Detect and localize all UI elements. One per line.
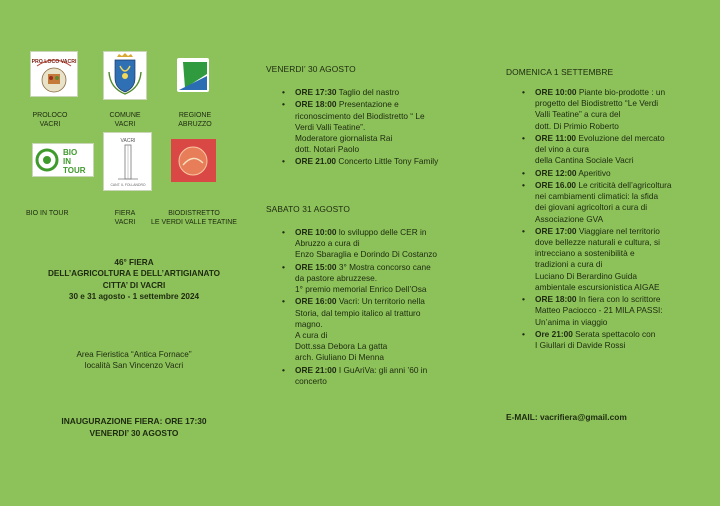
event-text-line: 1° premio memorial Enrico Dell’Osa bbox=[295, 284, 427, 295]
event-text-line: riconoscimento del Biodistretto “ Le bbox=[295, 110, 425, 121]
friday-event-3 bbox=[281, 156, 466, 167]
event-text-line: ambientale escursionistica AIGAE bbox=[535, 281, 660, 292]
biodistretto-logo bbox=[171, 139, 216, 182]
fiera-vacri-logo bbox=[103, 132, 152, 191]
event-time: ORE 10:00 bbox=[295, 227, 337, 237]
event-text-line: magno. bbox=[295, 318, 323, 329]
sunday-event-1 bbox=[521, 87, 711, 132]
event-text-line: Moderatore giornalista Rai bbox=[295, 132, 393, 143]
event-time: ORE 17:00 bbox=[535, 225, 577, 236]
fiera-caption: FIERA VACRI bbox=[114, 210, 136, 226]
event-text-line: Viaggiare nel territorio bbox=[578, 225, 660, 236]
fair-title-line-3: CITTA’ DI VACRI bbox=[102, 280, 166, 290]
event-text-line: progetto del Biodistretto “Le Verdi bbox=[535, 98, 659, 109]
event-text-line: Matteo Paciocco - 21 MILA PASSI: bbox=[535, 305, 663, 316]
saturday-event-3 bbox=[281, 296, 466, 363]
event-text-line: Aperitivo bbox=[578, 167, 611, 178]
event-text-line: concerto bbox=[295, 375, 327, 386]
event-text-line: dott. Di Primio Roberto bbox=[535, 120, 619, 131]
event-time: Ore 21:00 bbox=[535, 328, 573, 339]
event-text-line: Abruzzo a cura di bbox=[295, 238, 360, 249]
saturday-heading: SABATO 31 AGOSTO bbox=[266, 204, 350, 214]
event-text-line: Storia, dal tempio italico al tratturo bbox=[295, 307, 421, 318]
event-text-line: Verdi Valli Teatine”. bbox=[295, 121, 366, 132]
fiera-logo-text-2: CANT. IL FOLLANDRO bbox=[110, 183, 146, 187]
fair-title bbox=[40, 257, 228, 303]
event-text-line: Piante bio-prodotte : un bbox=[578, 87, 666, 97]
event-text-line: Le criticità dell’agricoltura bbox=[578, 179, 672, 190]
event-time: ORE 12:00 bbox=[535, 167, 577, 178]
fiera-logo-text-1: VACRI bbox=[120, 138, 136, 144]
event-text-line: arch. Giuliano Di Menna bbox=[295, 352, 385, 363]
fair-title-line-2: DELL’AGRICOLTURA E DELL’ARTIGIANATO bbox=[47, 269, 221, 279]
proloco-logo bbox=[30, 51, 78, 97]
event-text-line: tradizioni a cura di bbox=[535, 259, 603, 270]
event-time: ORE 18:00 bbox=[535, 294, 577, 305]
sunday-events bbox=[521, 87, 711, 352]
bio-in-tour-text-3: TOUR bbox=[63, 166, 86, 175]
event-text-line: dove bellezze naturali e cultura, si bbox=[535, 237, 660, 248]
bio-in-tour-caption: BIO IN TOUR bbox=[26, 210, 69, 217]
event-time: ORE 16:00 bbox=[295, 296, 337, 307]
event-time: ORE 15:00 bbox=[295, 261, 337, 272]
sunday-heading: DOMENICA 1 SETTEMBRE bbox=[506, 67, 614, 77]
event-text-line: Taglio del nastro bbox=[338, 87, 400, 97]
event-time: ORE 17:30 bbox=[295, 87, 337, 97]
event-text-line: Serata spettacolo con bbox=[575, 328, 656, 339]
event-text-line: Enzo Sbaraglia e Dorindo Di Costanzo bbox=[295, 249, 438, 260]
saturday-event-4 bbox=[281, 365, 466, 387]
friday-event-1 bbox=[281, 87, 466, 98]
friday-event-2 bbox=[281, 99, 466, 155]
inauguration-line-2: VENERDI’ 30 AGOSTO bbox=[89, 428, 179, 438]
location-line-1: Area Fieristica “Antica Fornace” bbox=[76, 350, 192, 359]
event-time: ORE 18:00 bbox=[295, 99, 337, 110]
inauguration bbox=[40, 415, 228, 439]
regione-caption: REGIONE ABRUZZO bbox=[178, 112, 212, 128]
fair-title-line-1: 46° FIERA bbox=[114, 258, 154, 267]
event-text-line: dott. Notari Paolo bbox=[295, 144, 360, 155]
proloco-logo-text: PRO LOCO VACRI bbox=[31, 59, 77, 65]
event-text-line: Dott.ssa Debora La gatta bbox=[295, 341, 388, 352]
event-text-line: del vino a cura bbox=[535, 144, 589, 155]
bio-in-tour-text-1: BIO bbox=[63, 148, 78, 157]
contact-email[interactable]: E-MAIL: vacrifiera@gmail.com bbox=[506, 412, 627, 422]
sunday-event-3 bbox=[521, 168, 711, 179]
event-text-line: A cura di bbox=[295, 330, 328, 341]
event-text-line: Presentazione e bbox=[338, 99, 399, 110]
inauguration-line-1: INAUGURAZIONE FIERA: ORE 17:30 bbox=[61, 416, 207, 426]
event-text-line: 3° Mostra concorso cane bbox=[338, 261, 431, 272]
location-line-2: località San Vincenzo Vacri bbox=[84, 361, 184, 371]
fair-location bbox=[40, 349, 228, 372]
event-text-line: Vacri: Un territorio nella bbox=[338, 296, 425, 307]
comune-crest bbox=[103, 51, 147, 100]
saturday-event-2 bbox=[281, 262, 466, 296]
sunday-event-5 bbox=[521, 226, 711, 293]
event-text-line: della Cantina Sociale Vacri bbox=[535, 155, 634, 166]
proloco-caption: PROLOCO VACRI bbox=[32, 112, 68, 128]
biodistretto-caption: BIODISTRETTO LE VERDI VALLE TEATINE bbox=[151, 210, 237, 226]
regione-abruzzo-logo bbox=[175, 56, 211, 94]
event-text-line: intrecciano a sostenibilità e bbox=[535, 248, 635, 259]
event-text-line: Un’anima in viaggio bbox=[535, 316, 608, 327]
event-text-line: Valli Teatine” a cura del bbox=[535, 109, 621, 120]
fair-dates: 30 e 31 agosto - 1 settembre 2024 bbox=[68, 292, 200, 302]
event-time: ORE 21.00 bbox=[295, 156, 337, 167]
event-time: ORE 10:00 bbox=[535, 87, 577, 97]
event-text-line: da pastore abruzzese. bbox=[295, 272, 378, 283]
event-text-line: Luciano Di Berardino Guida bbox=[535, 270, 637, 281]
event-text-line: lo sviluppo delle CER in bbox=[338, 227, 427, 237]
event-text-line: Associazione GVA bbox=[535, 213, 604, 224]
comune-caption: COMUNE VACRI bbox=[109, 112, 141, 128]
event-text-line: I GuAriVa: gli anni ’60 in bbox=[338, 364, 428, 375]
event-text-line: I Giullari di Davide Rossi bbox=[535, 340, 626, 351]
event-time: ORE 21:00 bbox=[295, 364, 337, 375]
saturday-events bbox=[281, 227, 466, 388]
sunday-event-4 bbox=[521, 180, 711, 225]
saturday-event-1 bbox=[281, 227, 466, 261]
event-text-line: Evoluzione del mercato bbox=[578, 132, 665, 143]
event-text-line: nei cambiamenti climatici: la sfida bbox=[535, 191, 659, 202]
event-text-line: dei giovani agricoltori a cura di bbox=[535, 202, 648, 213]
friday-events bbox=[281, 87, 466, 169]
sunday-event-6 bbox=[521, 294, 711, 328]
friday-heading: VENERDI’ 30 AGOSTO bbox=[266, 64, 356, 74]
event-text-line: In fiera con lo scrittore bbox=[578, 294, 661, 305]
sunday-event-2 bbox=[521, 133, 711, 167]
event-text-line: Concerto Little Tony Family bbox=[338, 156, 439, 167]
event-time: ORE 16.00 bbox=[535, 179, 577, 190]
bio-in-tour-text-2: IN bbox=[63, 157, 71, 166]
event-time: ORE 11:00 bbox=[535, 132, 577, 143]
bio-in-tour-logo bbox=[32, 143, 94, 177]
sunday-event-7 bbox=[521, 329, 711, 351]
